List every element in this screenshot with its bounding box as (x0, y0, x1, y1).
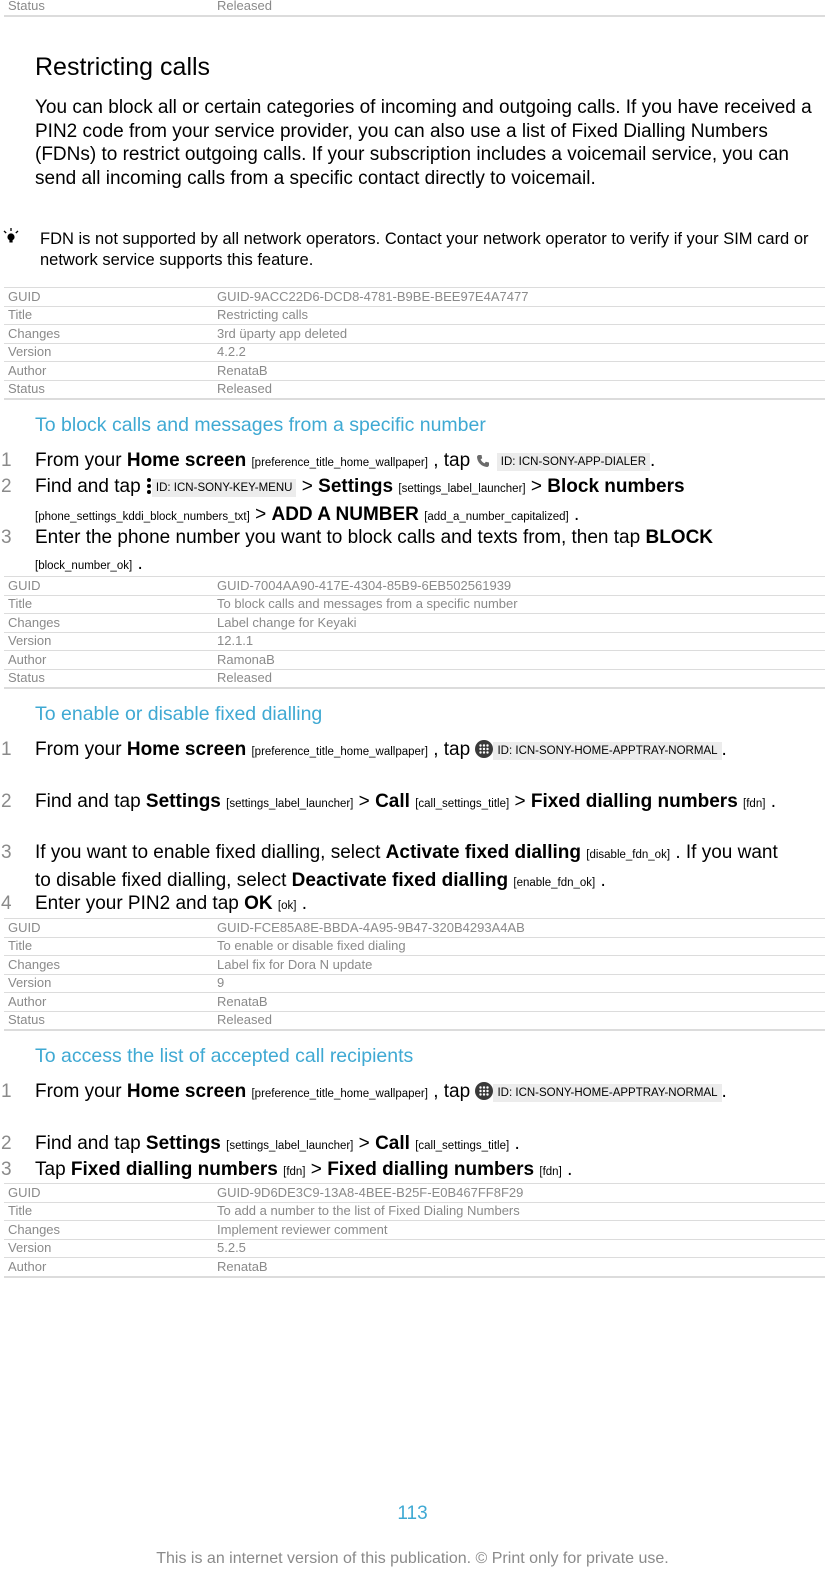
icon-id-tag: ID: ICN-SONY-HOME-APPTRAY-NORMAL (493, 742, 721, 760)
step-number: 2 (1, 476, 12, 497)
meta-key: Title (4, 937, 213, 956)
access-step-1: From your Home screen [preference_title_home_wallpaper] , tap ID: ICN-SONY-HOME-APPTRAY-NORMAL . (35, 1081, 727, 1102)
meta-key: Changes (4, 1221, 213, 1240)
meta-key: Title (4, 306, 213, 325)
app-tray-icon (475, 1082, 493, 1100)
meta-row (4, 306, 825, 325)
meta-key: Changes (4, 956, 213, 975)
icon-id-tag: ID: ICN-SONY-APP-DIALER (497, 453, 650, 471)
meta-table-4 (4, 1183, 825, 1278)
meta-value: 3rd üparty app deleted (213, 325, 825, 344)
step-number: 4 (1, 893, 12, 914)
fixed-dialling-title: To enable or disable fixed dialling (35, 703, 323, 725)
tip-note: FDN is not supported by all network operators. Contact your network operator to verify if your SIM card or network service supports this feature. (40, 230, 809, 269)
meta-value: Label change for Keyaki (213, 614, 825, 633)
meta-row (4, 595, 825, 614)
meta-table-top (4, 0, 825, 17)
step-number: 3 (1, 842, 12, 863)
meta-key: Author (4, 362, 213, 381)
meta-value: RamonaB (213, 651, 825, 670)
icon-id-tag: ID: ICN-SONY-KEY-MENU (152, 479, 297, 497)
step-number: 1 (1, 1081, 12, 1102)
meta-row (4, 0, 825, 16)
lightbulb-icon (2, 227, 20, 245)
meta-key: Version (4, 343, 213, 362)
meta-key: Author (4, 1258, 213, 1277)
meta-value: 9 (213, 974, 825, 993)
meta-row (4, 632, 825, 651)
meta-key: Status (4, 0, 213, 16)
meta-value: 12.1.1 (213, 632, 825, 651)
step-number: 1 (1, 450, 12, 471)
meta-row (4, 1011, 825, 1030)
meta-row (4, 1202, 825, 1221)
block-calls-title: To block calls and messages from a specific number (35, 414, 486, 436)
section-title: Restricting calls (35, 53, 211, 81)
meta-key: Title (4, 1202, 213, 1221)
app-tray-icon (475, 740, 493, 758)
meta-row (4, 380, 825, 399)
meta-value: To block calls and messages from a specific number (213, 595, 825, 614)
meta-key: Version (4, 1239, 213, 1258)
meta-row (4, 1258, 825, 1277)
meta-key: Status (4, 1011, 213, 1030)
meta-row (4, 937, 825, 956)
meta-row (4, 993, 825, 1012)
meta-value: Label fix for Dora N update (213, 956, 825, 975)
meta-row (4, 362, 825, 381)
fdn-step-2: Find and tap Settings [settings_label_launcher] > Call [call_settings_title] > Fixed dialling numbers [fdn] . (35, 791, 776, 812)
page-footer: This is an internet version of this publication. © Print only for private use. (156, 1550, 669, 1567)
meta-value: Released (213, 380, 825, 399)
page-number: 113 (397, 1503, 428, 1524)
meta-key: Author (4, 993, 213, 1012)
block-step-1: From your Home screen [preference_title_home_wallpaper] , tap ID: ICN-SONY-APP-DIALER . (35, 450, 656, 471)
fdn-step-1: From your Home screen [preference_title_home_wallpaper] , tap ID: ICN-SONY-HOME-APPTRAY-NORMAL . (35, 739, 727, 760)
fdn-step-4: Enter your PIN2 and tap OK [ok] . (35, 893, 308, 914)
meta-value: Implement reviewer comment (213, 1221, 825, 1240)
meta-row (4, 325, 825, 344)
meta-row (4, 974, 825, 993)
meta-row (4, 651, 825, 670)
meta-value: RenataB (213, 993, 825, 1012)
access-step-3: Tap Fixed dialling numbers [fdn] > Fixed dialling numbers [fdn] . (35, 1159, 573, 1180)
meta-row (4, 614, 825, 633)
meta-value: GUID-9D6DE3C9-13A8-4BEE-B25F-E0B467FF8F29 (213, 1184, 825, 1203)
meta-value: Released (213, 669, 825, 688)
step-number: 2 (1, 791, 12, 812)
meta-key: GUID (4, 919, 213, 938)
block-step-2: Find and tap ID: ICN-SONY-KEY-MENU > Settings [settings_label_launcher] > Block numbers [phone_settings_kddi_block_numbers_txt] > ADD A NUMBER [add_a_number_capitalized] . (35, 476, 685, 525)
meta-row (4, 288, 825, 307)
meta-table-1 (4, 287, 825, 400)
meta-value: To add a number to the list of Fixed Dialing Numbers (213, 1202, 825, 1221)
meta-table-2 (4, 576, 825, 689)
meta-row (4, 1184, 825, 1203)
meta-row (4, 343, 825, 362)
icon-id-tag: ID: ICN-SONY-HOME-APPTRAY-NORMAL (493, 1084, 721, 1102)
accepted-recipients-title: To access the list of accepted call recipients (35, 1045, 414, 1067)
meta-row (4, 577, 825, 596)
meta-value: 4.2.2 (213, 343, 825, 362)
meta-row (4, 956, 825, 975)
meta-key: Version (4, 974, 213, 993)
meta-value: Restricting calls (213, 306, 825, 325)
meta-key: Status (4, 380, 213, 399)
meta-value: GUID-7004AA90-417E-4304-85B9-6EB502561939 (213, 577, 825, 596)
meta-key: Version (4, 632, 213, 651)
phone-dialer-icon (475, 453, 491, 469)
meta-value: RenataB (213, 362, 825, 381)
section-intro: You can block all or certain categories of incoming and outgoing calls. If you have received a PIN2 code from your service provider, you can also use a list of Fixed Dialling Numbers (FDNs) to restrict outgoing calls. If your subscription includes a voicemail service, you can send all incoming calls from a specific contact directly to voicemail. (35, 97, 812, 189)
meta-row (4, 669, 825, 688)
step-number: 1 (1, 739, 12, 760)
meta-table-3 (4, 918, 825, 1031)
meta-row (4, 1239, 825, 1258)
meta-key: GUID (4, 577, 213, 596)
meta-key: Changes (4, 614, 213, 633)
meta-key: Author (4, 651, 213, 670)
meta-value: GUID-FCE85A8E-BBDA-4A95-9B47-320B4293A4AB (213, 919, 825, 938)
meta-key: GUID (4, 1184, 213, 1203)
meta-key: GUID (4, 288, 213, 307)
meta-value: Released (213, 0, 825, 16)
meta-row (4, 919, 825, 938)
meta-key: Changes (4, 325, 213, 344)
fdn-step-3: If you want to enable fixed dialling, select Activate fixed dialling [disable_fdn_ok] . If you want to disable fixed dialling, select Deactivate fixed dialling [enable_fdn_ok] . (35, 842, 778, 891)
meta-value: To enable or disable fixed dialing (213, 937, 825, 956)
meta-key: Status (4, 669, 213, 688)
meta-value: 5.2.5 (213, 1239, 825, 1258)
meta-value: Released (213, 1011, 825, 1030)
step-number: 3 (1, 527, 12, 548)
meta-row (4, 1221, 825, 1240)
meta-value: GUID-9ACC22D6-DCD8-4781-B9BE-BEE97E4A7477 (213, 288, 825, 307)
step-number: 2 (1, 1133, 12, 1154)
step-number: 3 (1, 1159, 12, 1180)
access-step-2: Find and tap Settings [settings_label_launcher] > Call [call_settings_title] . (35, 1133, 520, 1154)
block-step-3: Enter the phone number you want to block calls and texts from, then tap BLOCK [block_number_ok] . (35, 527, 714, 574)
meta-value: RenataB (213, 1258, 825, 1277)
meta-key: Title (4, 595, 213, 614)
